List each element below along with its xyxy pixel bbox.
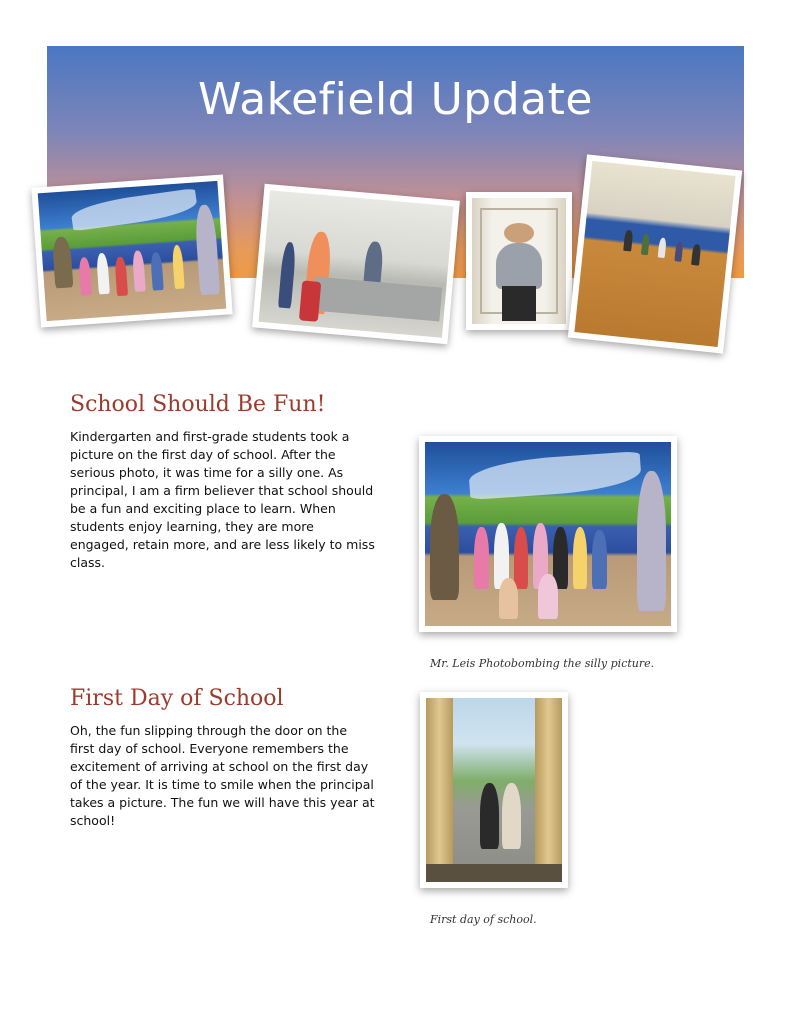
banner-photo-staff-doorway (466, 192, 572, 330)
class-mural-image (38, 181, 226, 321)
section-body-first-day: Oh, the fun slipping through the door on the first day of school. Everyone remembers the excitement of arriving at school on the first day of the year. It is time to smile when the principal takes a picture. The fun we will have this year at school! (70, 723, 375, 828)
section-photo-first-day (420, 692, 568, 888)
section-photo-silly-picture (419, 436, 677, 632)
silly-picture-image (425, 442, 671, 626)
caption-first-day: First day of school. (430, 913, 537, 926)
section-heading-school-fun: School Should Be Fun! (70, 392, 326, 417)
first-day-image (426, 698, 562, 882)
section-body-school-fun: Kindergarten and first-grade students took a picture on the first day of school. After the serious photo, it was time for a silly one. As principal, I am a firm believer that school should be a fun and exciting place to learn. When students enjoy learning, they are more engaged, retain more, and are less likely to miss class. (70, 429, 375, 570)
banner-photo-class-mural (31, 174, 232, 327)
banner-photo-gym (568, 154, 742, 353)
page-title: Wakefield Update (198, 74, 593, 125)
staff-doorway-image (472, 198, 566, 324)
section-heading-first-day: First Day of School (70, 686, 284, 711)
cafeteria-image (259, 190, 454, 338)
gym-image (574, 161, 735, 347)
caption-silly-picture: Mr. Leis Photobombing the silly picture. (430, 657, 655, 670)
banner-photo-cafeteria (252, 184, 460, 345)
